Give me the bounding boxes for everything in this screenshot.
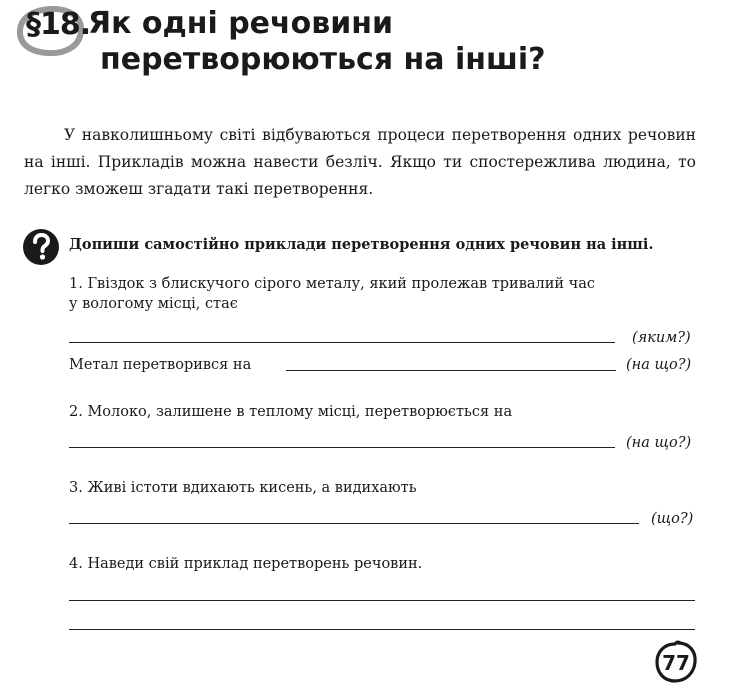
item-4-text: 4. Наведи свій приклад перетворень речовин. [69, 556, 423, 572]
item-1-follow-hint: (на що?) [626, 357, 692, 373]
task-instruction: Допиши самостійно приклади перетворення одних речовин на інші. [69, 236, 654, 253]
item-2-text: 2. Молоко, залишене в теплому місці, перетворюється на [69, 404, 513, 420]
item-3-hint: (що?) [651, 511, 694, 527]
section-number: §18. [26, 7, 91, 42]
item-2-hint: (на що?) [626, 435, 692, 451]
section-title-line-1: Як одні речовини [88, 6, 393, 41]
question-mark-icon [22, 228, 60, 266]
item-2-answer-line[interactable] [69, 447, 615, 448]
item-1-text-line-2: у вологому місці, стає [69, 296, 238, 312]
item-4-answer-line-1[interactable] [69, 600, 695, 601]
item-4-answer-line-2[interactable] [69, 629, 695, 630]
item-1-text-line-1: 1. Гвіздок з блискучого сірого металу, який пролежав тривалий час [69, 276, 596, 292]
item-1-follow-answer-line[interactable] [286, 370, 616, 371]
page-number-badge [654, 640, 698, 684]
item-1-follow-label: Метал перетворився на [69, 357, 252, 373]
item-3-answer-line[interactable] [69, 523, 639, 524]
section-title-line-2: перетворюються на інші? [100, 42, 546, 77]
page-number: 77 [662, 651, 690, 675]
item-3-text: 3. Живі істоти вдихають кисень, а видихають [69, 480, 417, 496]
item-1-answer-line[interactable] [69, 342, 615, 343]
item-1-hint: (яким?) [632, 330, 691, 346]
intro-paragraph: У навколишньому світі відбуваються процеси перетворення одних речовин на інші. Прикладів можна навести безліч. Якщо ти спостережлива людина, то легко зможеш згадати такі перетворення. [24, 126, 696, 198]
